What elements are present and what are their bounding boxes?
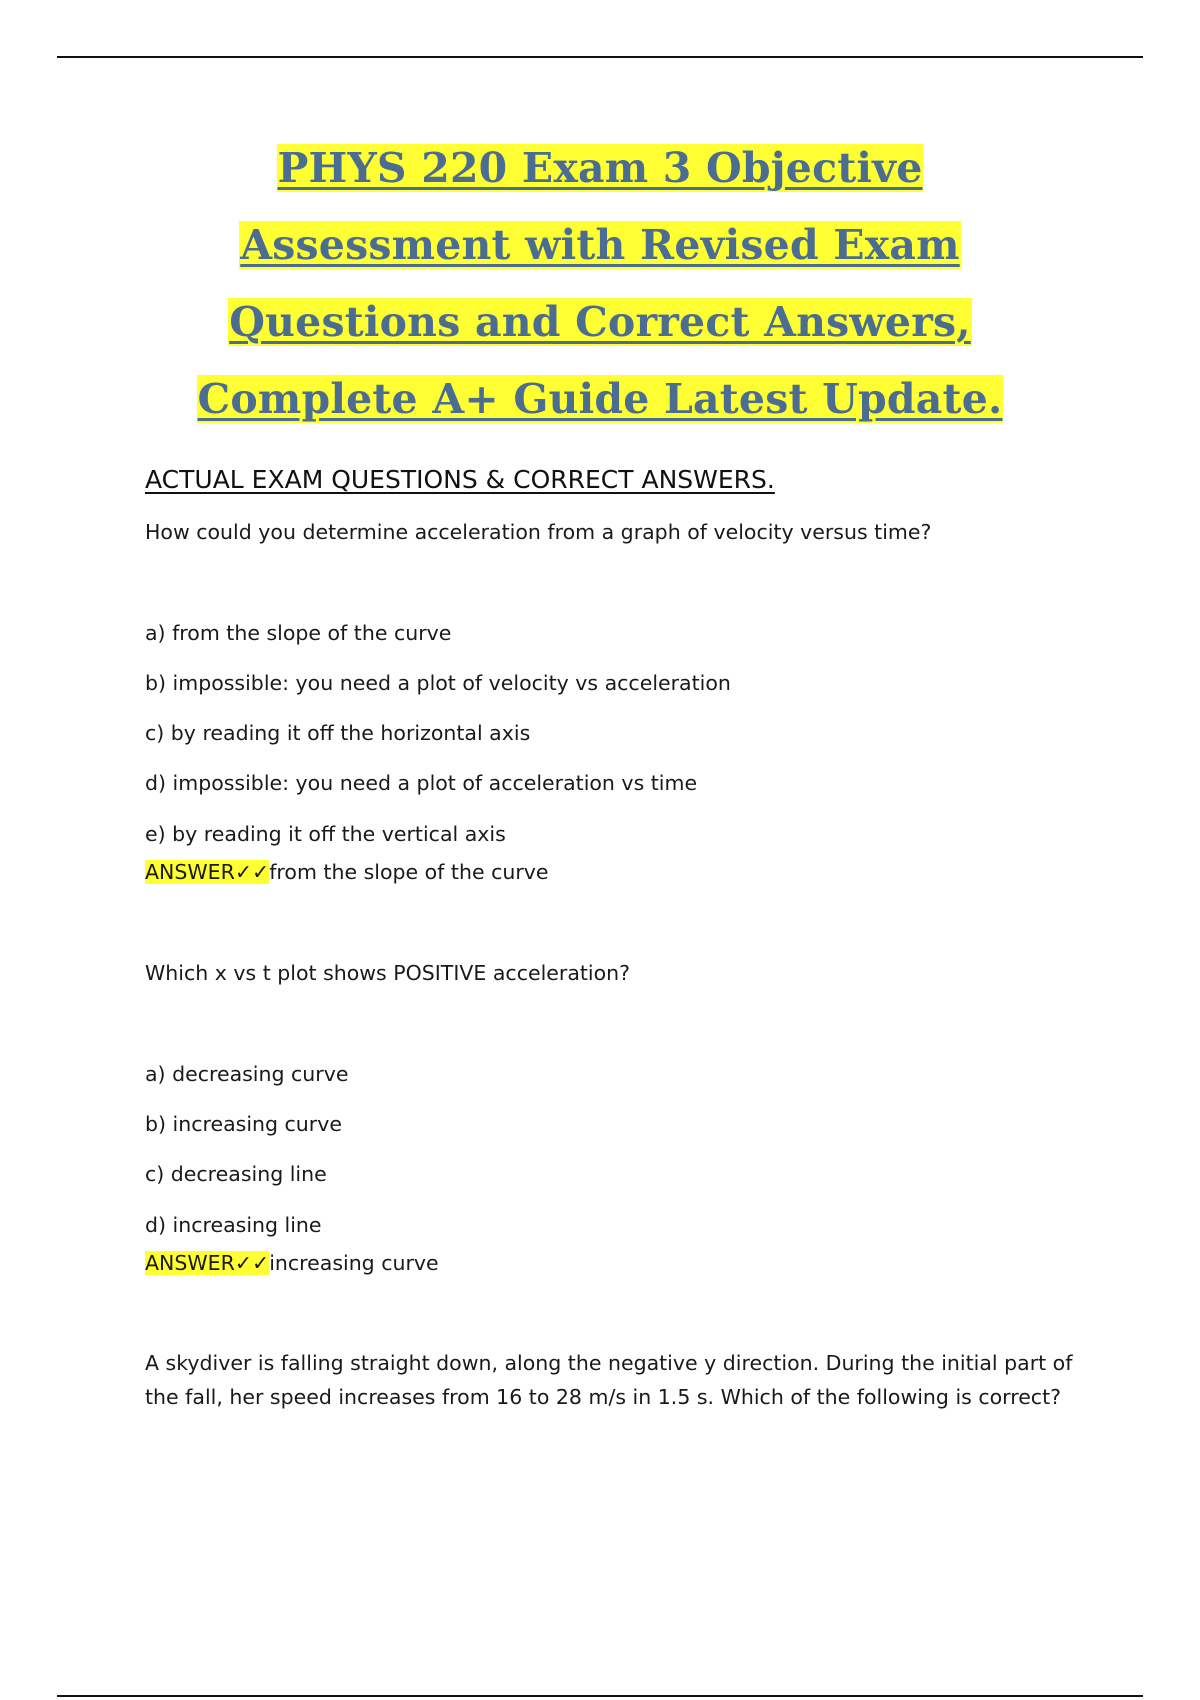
title-line-3: Questions and Correct Answers, bbox=[229, 298, 971, 346]
title-line-2: Assessment with Revised Exam bbox=[240, 221, 960, 269]
question-1-option-e: e) by reading it off the vertical axis bbox=[145, 822, 506, 846]
question-2-answer bbox=[145, 1249, 439, 1277]
question-2-option-a: a) decreasing curve bbox=[145, 1062, 349, 1086]
answer-text: increasing curve bbox=[269, 1251, 439, 1275]
answer-label: ANSWER✓✓ bbox=[145, 860, 270, 884]
document-title bbox=[0, 142, 1200, 450]
question-2-option-b: b) increasing curve bbox=[145, 1112, 342, 1136]
title-line-1: PHYS 220 Exam 3 Objective bbox=[277, 144, 923, 192]
question-1-option-c: c) by reading it off the horizontal axis bbox=[145, 721, 531, 745]
section-heading: ACTUAL EXAM QUESTIONS & CORRECT ANSWERS. bbox=[145, 465, 775, 494]
question-2-option-c: c) decreasing line bbox=[145, 1162, 327, 1186]
question-2-option-d: d) increasing line bbox=[145, 1213, 322, 1237]
question-1-option-a: a) from the slope of the curve bbox=[145, 621, 452, 645]
question-3-prompt: A skydiver is falling straight down, along the negative y direction. During the initial part of the fall, her speed increases from 16 to 28 m/s in 1.5 s. Which of the following is correct? bbox=[145, 1351, 1073, 1409]
question-1-option-b: b) impossible: you need a plot of velocity vs acceleration bbox=[145, 671, 731, 695]
top-rule bbox=[57, 56, 1143, 58]
answer-text: from the slope of the curve bbox=[269, 860, 549, 884]
title-line-4: Complete A+ Guide Latest Update. bbox=[197, 375, 1003, 423]
question-1-option-d: d) impossible: you need a plot of acceleration vs time bbox=[145, 771, 698, 795]
answer-label: ANSWER✓✓ bbox=[145, 1251, 270, 1275]
bottom-rule bbox=[57, 1695, 1143, 1697]
question-1-answer bbox=[145, 858, 549, 886]
question-2-prompt: Which x vs t plot shows POSITIVE acceleration? bbox=[145, 961, 631, 985]
question-1-prompt: How could you determine acceleration from a graph of velocity versus time? bbox=[145, 520, 932, 544]
